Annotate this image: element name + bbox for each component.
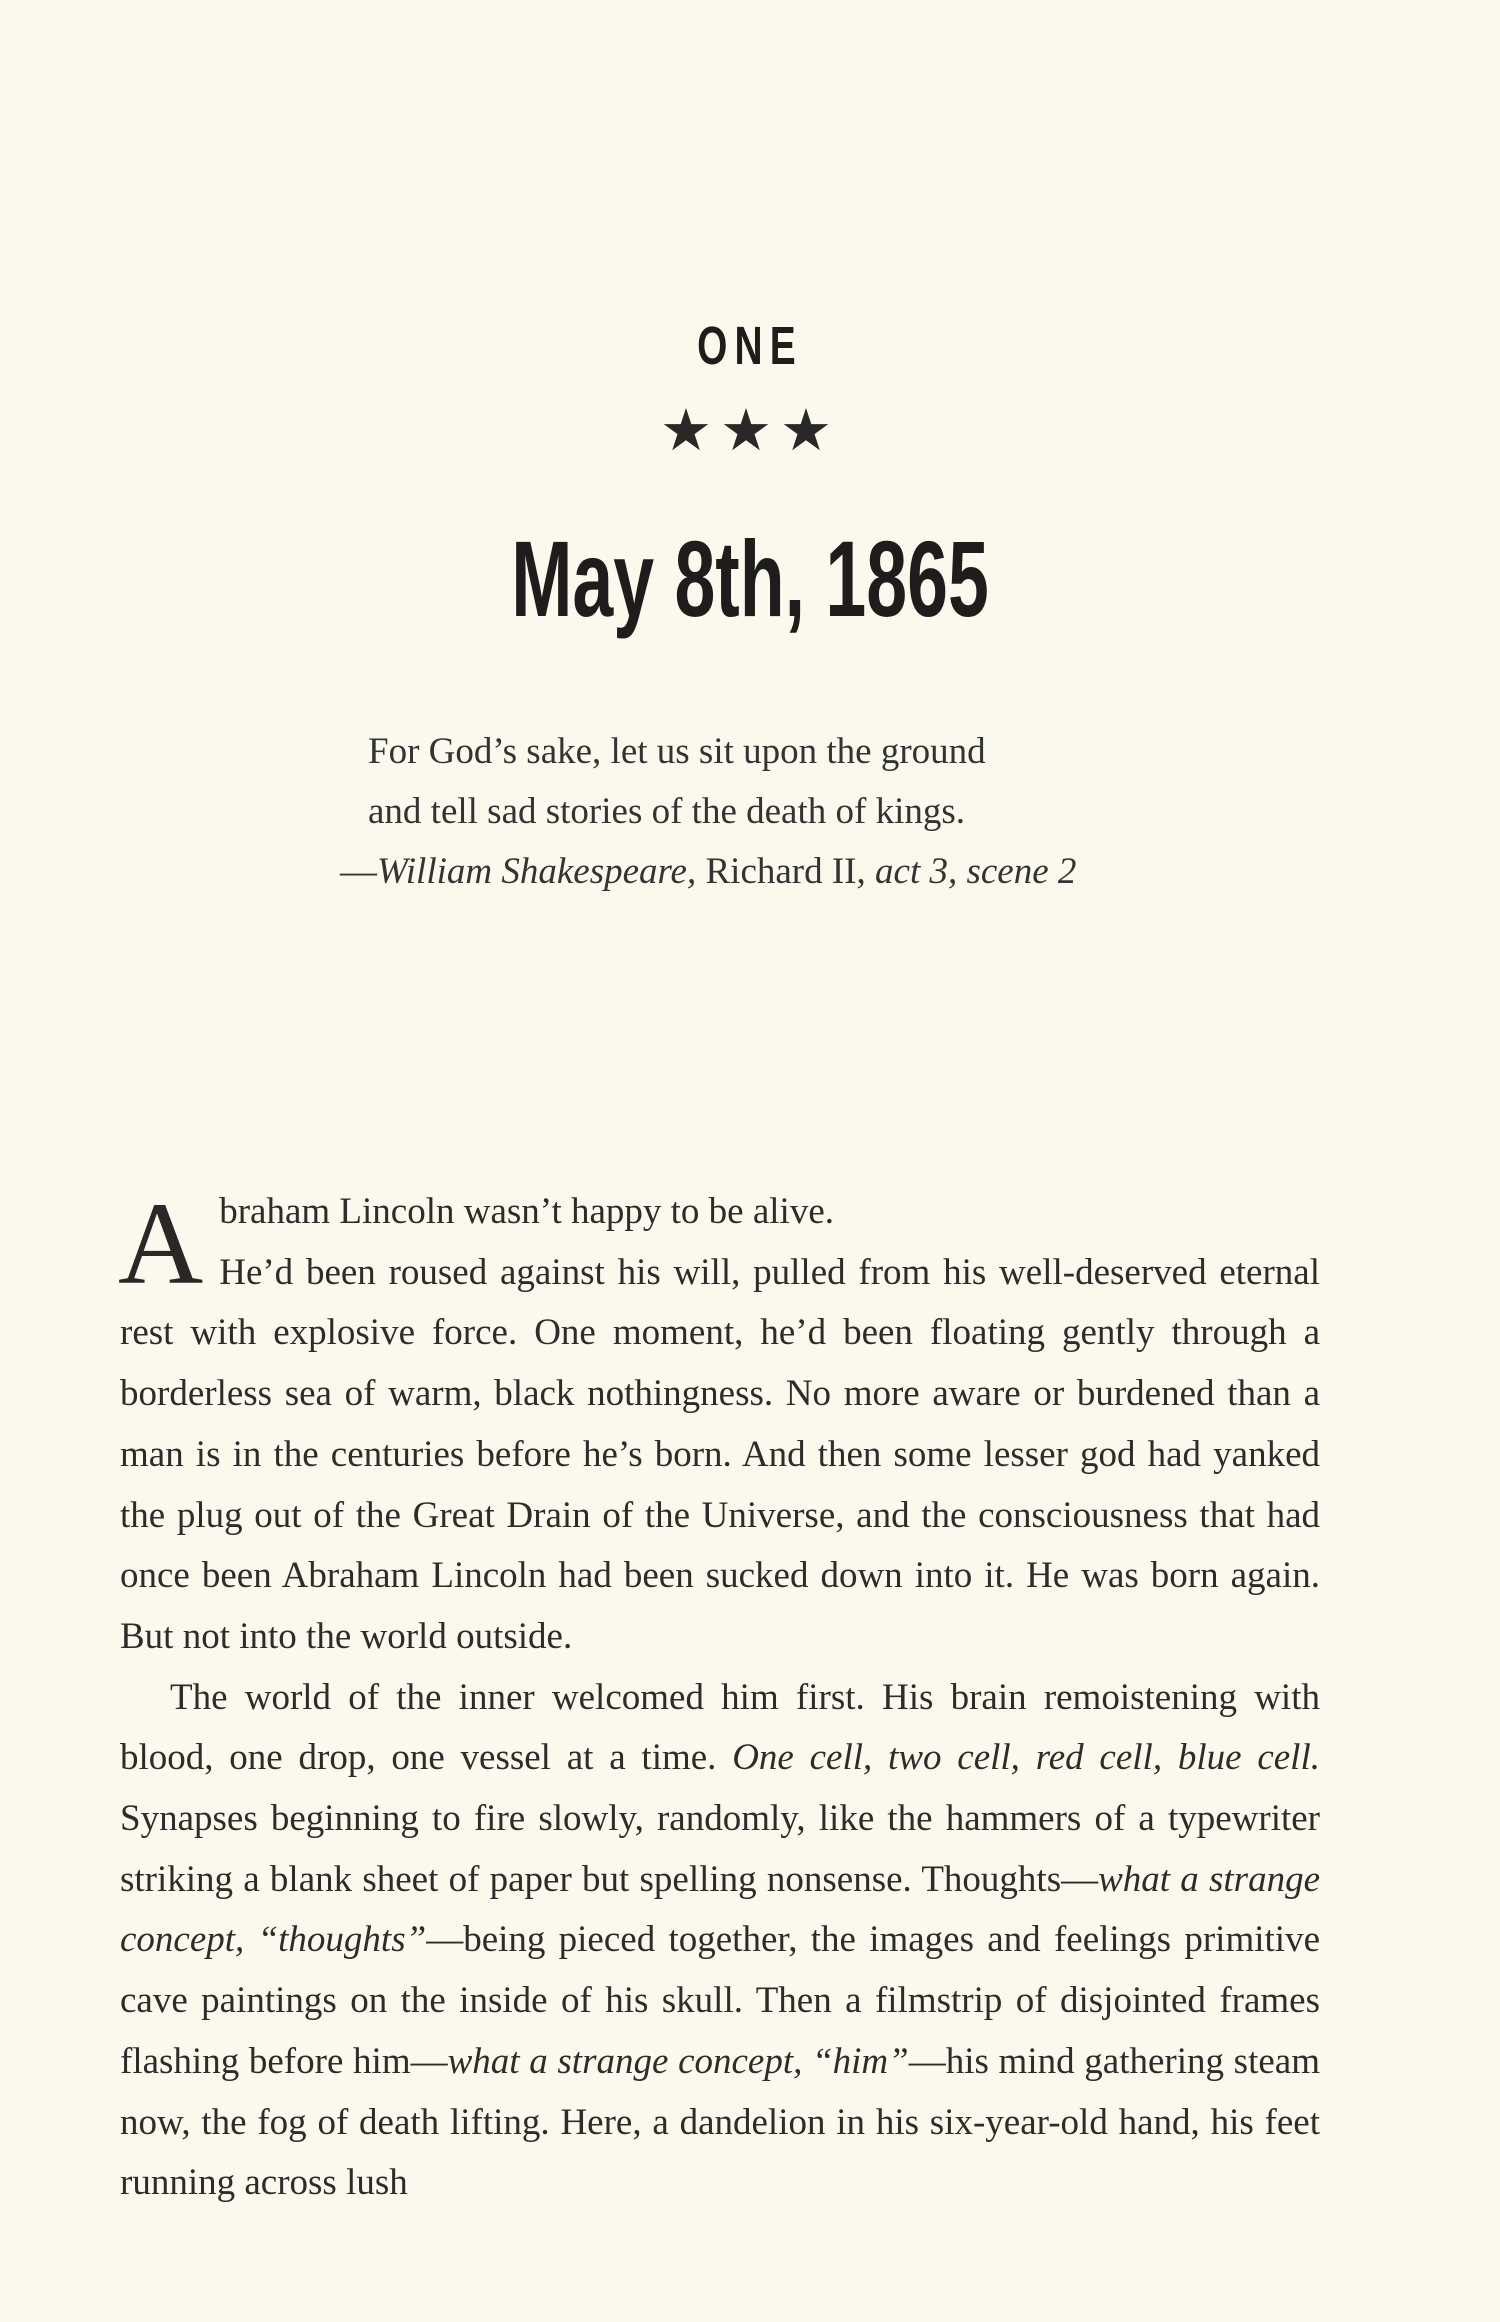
paragraph-3-italic-b: One cell, two cell, red cell, blue cell. bbox=[732, 1737, 1320, 1779]
paragraph-3-part-a: The world of the inner welcomed him first. His brain remoistening with blood, one drop, one vessel at a time. bbox=[120, 1676, 1320, 1779]
epigraph-attribution bbox=[340, 842, 1128, 902]
epigraph bbox=[340, 722, 1128, 902]
paragraph-1 bbox=[120, 1182, 1320, 1243]
star-ornament-icon: ★★★ bbox=[660, 398, 840, 463]
epigraph-line-1: For God’s sake, let us sit upon the ground bbox=[368, 731, 986, 772]
chapter-body bbox=[118, 1178, 1321, 2214]
paragraph-3-part-g: —his mind gathering steam now, the fog of death lifting. Here, a dandelion in his six-year-old hand, his feet running across lush bbox=[120, 2040, 1320, 2204]
paragraph-3-part-e: —being pieced together, the images and feelings primitive cave paintings on the inside of his skull. Then a filmstrip of disjointed frames flashing before him— bbox=[120, 1919, 1320, 2082]
drop-cap: A bbox=[118, 1178, 204, 1309]
paragraph-3-part-c: Synapses beginning to fire slowly, randomly, like the hammers of a typewriter striking a blank sheet of paper but spelling nonsense. Thoughts— bbox=[120, 1798, 1320, 1900]
chapter-number: ONE bbox=[697, 316, 803, 376]
attribution-dash: — bbox=[340, 851, 377, 892]
paragraph-2: He’d been roused against his will, pulled from his well-deserved eternal rest with explosive force. One moment, he’d been floating gently through a borderless sea of warm, black nothingness. No more aware or burdened than a man is in the centuries before he’s born. And then some lesser god had yanked the plug out of the Great Drain of the Universe, and the consciousness that had once been Abraham Lincoln had been sucked down into it. He was born again. But not into the world outside. bbox=[120, 1251, 1320, 1657]
paragraph-3-italic-d: what a strange concept, “thoughts” bbox=[120, 1858, 1321, 1961]
attribution-author: William Shakespeare, bbox=[377, 851, 697, 892]
attribution-work: Richard II, bbox=[696, 851, 866, 892]
paragraph-1-text: braham Lincoln wasn’t happy to be alive. bbox=[219, 1191, 835, 1232]
attribution-location: act 3, scene 2 bbox=[865, 851, 1077, 892]
paragraph-3 bbox=[120, 1668, 1320, 2214]
epigraph-line-2: and tell sad stories of the death of kings. bbox=[368, 791, 966, 832]
paragraph-3-italic-f: what a strange concept, “him” bbox=[447, 2040, 909, 2082]
chapter-title: May 8th, 1865 bbox=[511, 518, 989, 639]
